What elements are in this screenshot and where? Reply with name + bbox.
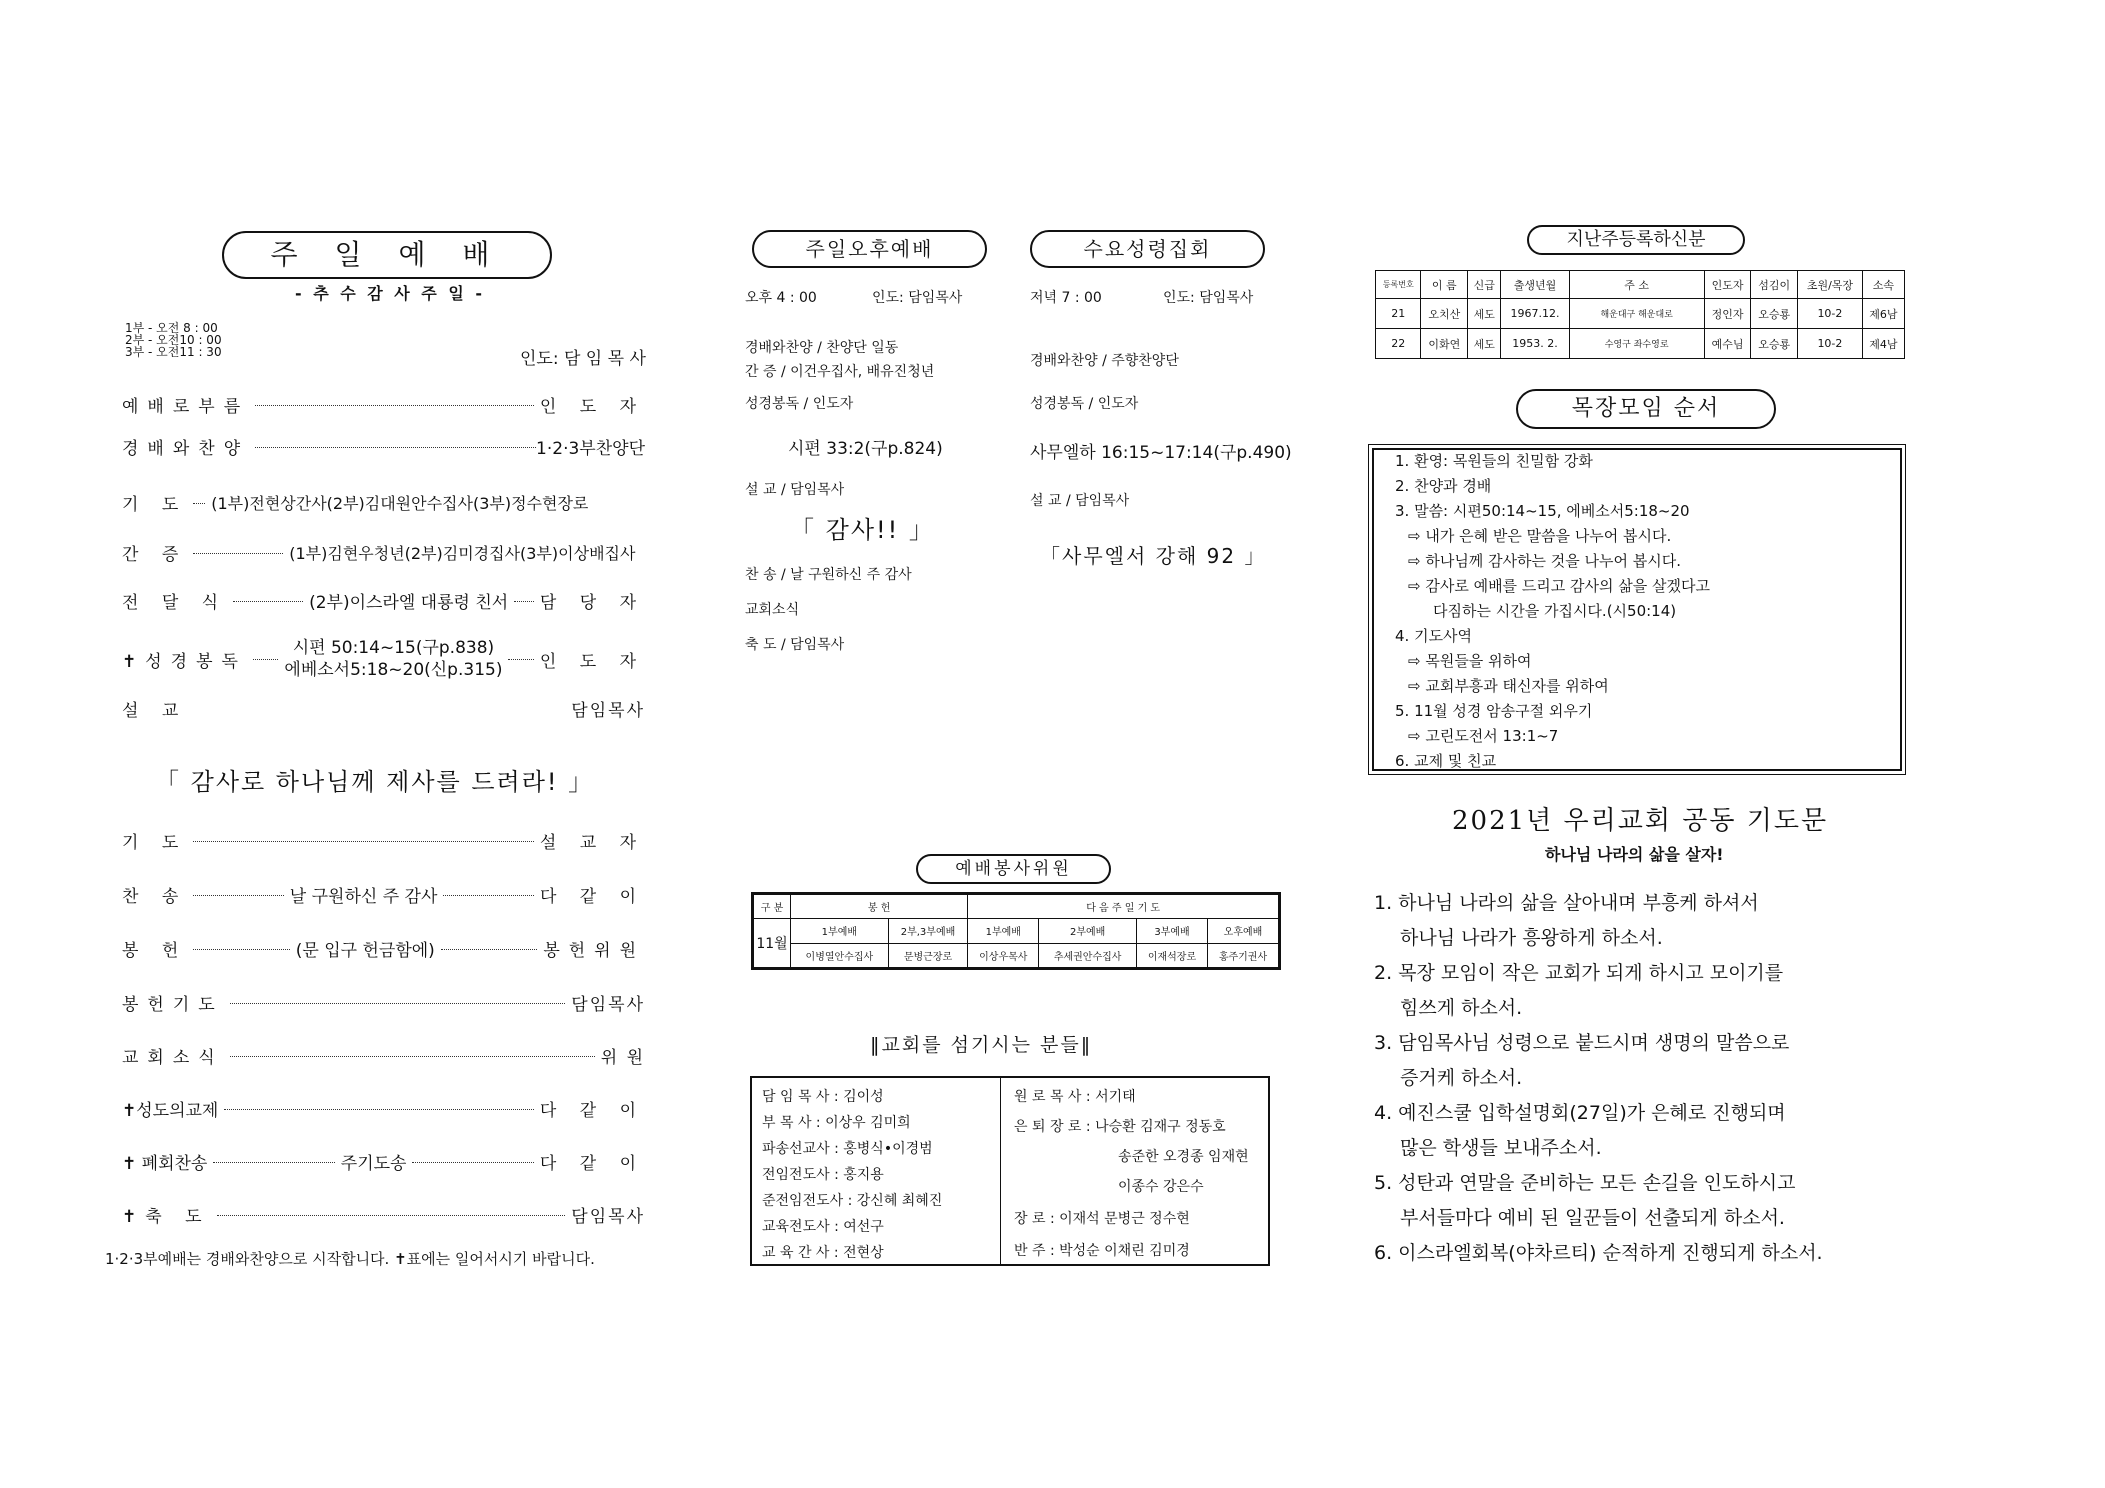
afternoon-time: 오후 4 : 00: [745, 290, 817, 306]
afternoon-line: 경배와찬양 / 찬양단 일동: [745, 340, 899, 356]
order-right: 담임목사: [571, 995, 645, 1015]
newcomers-header: 인도자: [1704, 271, 1751, 299]
prayer-line: 3. 담임목사님 성령으로 붙드시며 생명의 말씀으로: [1374, 1032, 1790, 1054]
sermon-title: 「 감사로 하나님께 제사를 드려라! 」: [155, 768, 595, 796]
staff-row: 교육전도사 : 여선구: [762, 1219, 884, 1235]
staff-row: 송준한 오경종 임재현: [1118, 1149, 1249, 1165]
footnote: 1·2·3부예배는 경배와찬양으로 시작합니다. ✝표에는 일어서시기 바랍니다.: [105, 1250, 595, 1268]
order-label: 기 도: [122, 833, 188, 853]
order-label: 경배와찬양: [122, 439, 250, 459]
order-label: ✝축 도: [122, 1207, 211, 1227]
order-right: 담임목사: [571, 1207, 645, 1227]
order-label: ✝성도의교제: [122, 1101, 219, 1121]
order-middle: (1부)전현상간사(2부)김대원안수집사(3부)정수현장로: [211, 494, 589, 513]
order-row: [122, 636, 645, 682]
newcomers-header: 이 름: [1421, 271, 1468, 299]
servants-name: 추세권안수집사: [1039, 943, 1137, 967]
prayer-subtitle: 하나님 나라의 삶을 살자!: [1545, 845, 1724, 864]
cell-title: 목장모임 순서: [1516, 389, 1776, 429]
wednesday-line: 사무엘하 16:15~17:14(구p.490): [1030, 443, 1292, 463]
wednesday-title: 수요성령집회: [1030, 230, 1265, 268]
prayer-line: 증거케 하소서.: [1400, 1067, 1523, 1089]
servants-name: 이병열안수집사: [791, 943, 889, 967]
afternoon-line: 성경봉독 / 인도자: [745, 396, 854, 412]
servants-name: 이재석장로: [1137, 943, 1208, 967]
staff-row: 은 퇴 장 로 : 나승환 김재구 정동호: [1014, 1119, 1226, 1135]
cell-line: ⇨ 하나님께 감사하는 것을 나누어 봅시다.: [1408, 552, 1682, 570]
cell-line: ⇨ 고린도전서 13:1~7: [1408, 727, 1559, 745]
order-row: [122, 392, 645, 417]
order-row: [122, 588, 645, 613]
staff-row: 담 임 목 사 : 김이성: [762, 1089, 884, 1105]
order-row: [122, 434, 645, 459]
servants-header: 다 음 주 일 기 도: [968, 895, 1279, 919]
order-right: 인 도 자: [539, 651, 645, 672]
afternoon-line: 축 도 / 담임목사: [745, 637, 845, 653]
order-right: 설 교 자: [539, 833, 645, 853]
prayer-line: 하나님 나라가 흥왕하게 하소서.: [1400, 927, 1663, 949]
order-label: 전 달 식: [122, 593, 228, 613]
staff-row: 준전임전도사 : 강신혜 최혜진: [762, 1193, 943, 1209]
wednesday-line: 경배와찬양 / 주향찬양단: [1030, 353, 1179, 369]
prayer-line: 6. 이스라엘회복(야차르티) 순적하게 진행되게 하소서.: [1374, 1242, 1823, 1264]
order-label: 예배로부름: [122, 397, 250, 417]
servants-title: 예배봉사위원: [916, 854, 1111, 884]
servants-month: 11월: [754, 919, 791, 968]
prayer-line: 2. 목장 모임이 작은 교회가 되게 하시고 모이기를: [1374, 962, 1784, 984]
wednesday-leader: 인도: 담임목사: [1163, 290, 1254, 306]
order-label: 간 증: [122, 545, 188, 565]
time-1: 1부 - 오전 8 : 00: [125, 321, 218, 335]
newcomers-header: 신급: [1468, 271, 1501, 299]
afternoon-line: 설 교 / 담임목사: [745, 482, 845, 498]
prayer-title: 2021년 우리교회 공동 기도문: [1452, 806, 1829, 836]
cell-line: ⇨ 교회부흥과 태신자를 위하여: [1408, 677, 1609, 695]
order-right: 담 당 자: [539, 593, 645, 613]
order-row: [122, 1149, 645, 1174]
order-right: 위 원: [600, 1048, 645, 1068]
wednesday-sermon: 「사무엘서 강해 92 」: [1040, 544, 1267, 568]
table-row: 21 오치산 세도 1967.12. 해운대구 해운대로 정인자 오승룡 10-2 제6남: [1376, 299, 1905, 329]
order-right: 다 같 이: [539, 887, 646, 907]
order-row: [122, 828, 645, 853]
wednesday-time: 저녁 7 : 00: [1030, 290, 1102, 306]
order-row: [122, 1202, 645, 1227]
order-label: ✝성경봉독: [122, 651, 247, 672]
staff-row: 부 목 사 : 이상우 김미희: [762, 1115, 911, 1131]
servants-table: [753, 894, 1279, 968]
newcomers-header: 출생년월: [1501, 271, 1569, 299]
afternoon-title: 주일오후예배: [752, 230, 987, 268]
cell-line: ⇨ 목원들을 위하여: [1408, 652, 1532, 670]
staff-row: 전임전도사 : 홍지용: [762, 1167, 884, 1183]
prayer-line: 많은 학생들 보내주소서.: [1400, 1137, 1602, 1159]
sunday-subtitle: - 추 수 감 사 주 일 -: [294, 284, 485, 303]
order-right: 인 도 자: [539, 397, 645, 417]
cell-line: 4. 기도사역: [1395, 627, 1473, 645]
staff-row: 파송선교사 : 홍병식•이경범: [762, 1141, 933, 1157]
staff-row: 장 로 : 이재석 문병근 정수현: [1014, 1211, 1190, 1227]
staff-row: 원 로 목 사 : 서기태: [1014, 1089, 1136, 1105]
newcomers-title: 지난주등록하신분: [1527, 225, 1745, 255]
order-row: [122, 936, 645, 961]
service-times: [125, 322, 222, 358]
cell-line: 1. 환영: 목원들의 친밀함 강화: [1395, 452, 1593, 470]
prayer-line: 5. 성탄과 연말을 준비하는 모든 손길을 인도하시고: [1374, 1172, 1796, 1194]
time-3: 3부 - 오전11 : 30: [125, 345, 222, 359]
afternoon-leader: 인도: 담임목사: [872, 290, 963, 306]
afternoon-line: 찬 송 / 날 구원하신 주 감사: [745, 567, 912, 583]
servants-subheader: 1부예배: [791, 919, 889, 943]
newcomers-header: 섬김이: [1751, 271, 1798, 299]
wednesday-line: 성경봉독 / 인도자: [1030, 396, 1139, 412]
prayer-line: 부서들마다 예비 된 일꾼들이 선출되게 하소서.: [1400, 1207, 1785, 1229]
prayer-line: 힘쓰게 하소서.: [1400, 997, 1523, 1019]
newcomers-header: 주 소: [1569, 271, 1704, 299]
order-middle: (문 입구 헌금함에): [295, 941, 435, 961]
newcomers-header: 초원/목장: [1798, 271, 1863, 299]
cell-line: 2. 찬양과 경배: [1395, 477, 1492, 495]
order-row: [122, 990, 645, 1015]
afternoon-line: 간 증 / 이건우집사, 배유진청년: [745, 364, 935, 380]
servants-name: 이상우목사: [968, 943, 1039, 967]
cell-line: ⇨ 내가 은혜 받은 말씀을 나누어 봅시다.: [1408, 527, 1672, 545]
prayer-line: 4. 예진스쿨 입학설명회(27일)가 은혜로 진행되며: [1374, 1102, 1786, 1124]
newcomers-header: 소속: [1862, 271, 1904, 299]
wednesday-line: 설 교 / 담임목사: [1030, 493, 1130, 509]
servants-name: 홍주기권사: [1207, 943, 1278, 967]
order-right: 봉헌위원: [543, 941, 646, 961]
order-row: [122, 1043, 645, 1068]
servants-subheader: 오후예배: [1207, 919, 1278, 943]
cell-line: 6. 교제 및 친교: [1395, 752, 1497, 770]
servants-subheader: 2부,3부예배: [888, 919, 968, 943]
order-label: 찬 송: [122, 887, 188, 907]
sunday-title: 주 일 예 배: [222, 231, 552, 279]
cell-line: 다짐하는 시간을 가집시다.(시50:14): [1433, 602, 1677, 620]
order-middle: (2부)이스라엘 대룡령 친서: [309, 593, 509, 613]
order-label: 기 도: [122, 495, 188, 515]
servants-name: 문병근장로: [888, 943, 968, 967]
order-row: [122, 696, 645, 721]
servants-table-frame: [751, 892, 1281, 970]
order-middle: 날 구원하신 주 감사: [289, 887, 438, 907]
order-right: 담임목사: [571, 701, 645, 721]
order-label: 교회소식: [122, 1048, 224, 1068]
time-2: 2부 - 오전10 : 00: [125, 333, 222, 347]
order-label: 설 교: [122, 701, 188, 721]
sunday-leader: 인도: 담 임 목 사: [520, 349, 646, 369]
order-right: 다 같 이: [539, 1154, 645, 1174]
order-right: 1·2·3부찬양단: [536, 439, 645, 459]
order-label: 봉헌기도: [122, 995, 224, 1015]
servants-subheader: 2부예배: [1039, 919, 1137, 943]
order-row: [122, 882, 645, 907]
order-middle: (1부)김현우청년(2부)김미경집사(3부)이상배집사: [289, 544, 636, 563]
servants-subheader: 3부예배: [1137, 919, 1208, 943]
table-row: 22 이화연 세도 1953. 2. 수영구 좌수영로 예수님 오승룡 10-2 제4남: [1376, 329, 1905, 359]
order-row: [122, 540, 645, 565]
order-row: [122, 1096, 645, 1121]
servants-header: 봉 헌: [791, 895, 968, 919]
staff-box: [750, 1076, 1270, 1266]
staff-row: 반 주 : 박성순 이채린 김미경: [1014, 1243, 1190, 1259]
afternoon-line: 시편 33:2(구p.824): [788, 439, 943, 459]
order-row: [122, 490, 645, 515]
order-middle-2: 에베소서5:18~20(신p.315): [284, 660, 503, 680]
newcomers-header: 등록번호: [1376, 271, 1421, 299]
newcomers-table: [1375, 270, 1905, 359]
staff-row: 교 육 간 사 : 전현상: [762, 1245, 884, 1261]
afternoon-line: 교회소식: [745, 602, 800, 618]
staff-row: 이종수 강은수: [1118, 1179, 1204, 1195]
prayer-line: 1. 하나님 나라의 삶을 살아내며 부흥케 하셔서: [1374, 892, 1759, 914]
order-middle: 주기도송: [340, 1154, 407, 1174]
order-label: 봉 헌: [122, 941, 188, 961]
order-label: ✝ 폐회찬송: [122, 1154, 208, 1174]
afternoon-sermon: 「 감사!! 」: [790, 516, 935, 544]
cell-line: 3. 말씀: 시편50:14~15, 에베소서5:18~20: [1395, 502, 1690, 520]
cell-line: ⇨ 감사로 예배를 드리고 감사의 삶을 살겠다고: [1408, 577, 1710, 595]
servants-header: 구 분: [754, 895, 791, 919]
cell-line: 5. 11월 성경 암송구절 외우기: [1395, 702, 1593, 720]
order-middle: 시편 50:14~15(구p.838): [292, 638, 495, 658]
order-right: 다 같 이: [539, 1101, 645, 1121]
staff-title: ‖교회를 섬기시는 분들‖: [870, 1034, 1093, 1056]
servants-subheader: 1부예배: [968, 919, 1039, 943]
